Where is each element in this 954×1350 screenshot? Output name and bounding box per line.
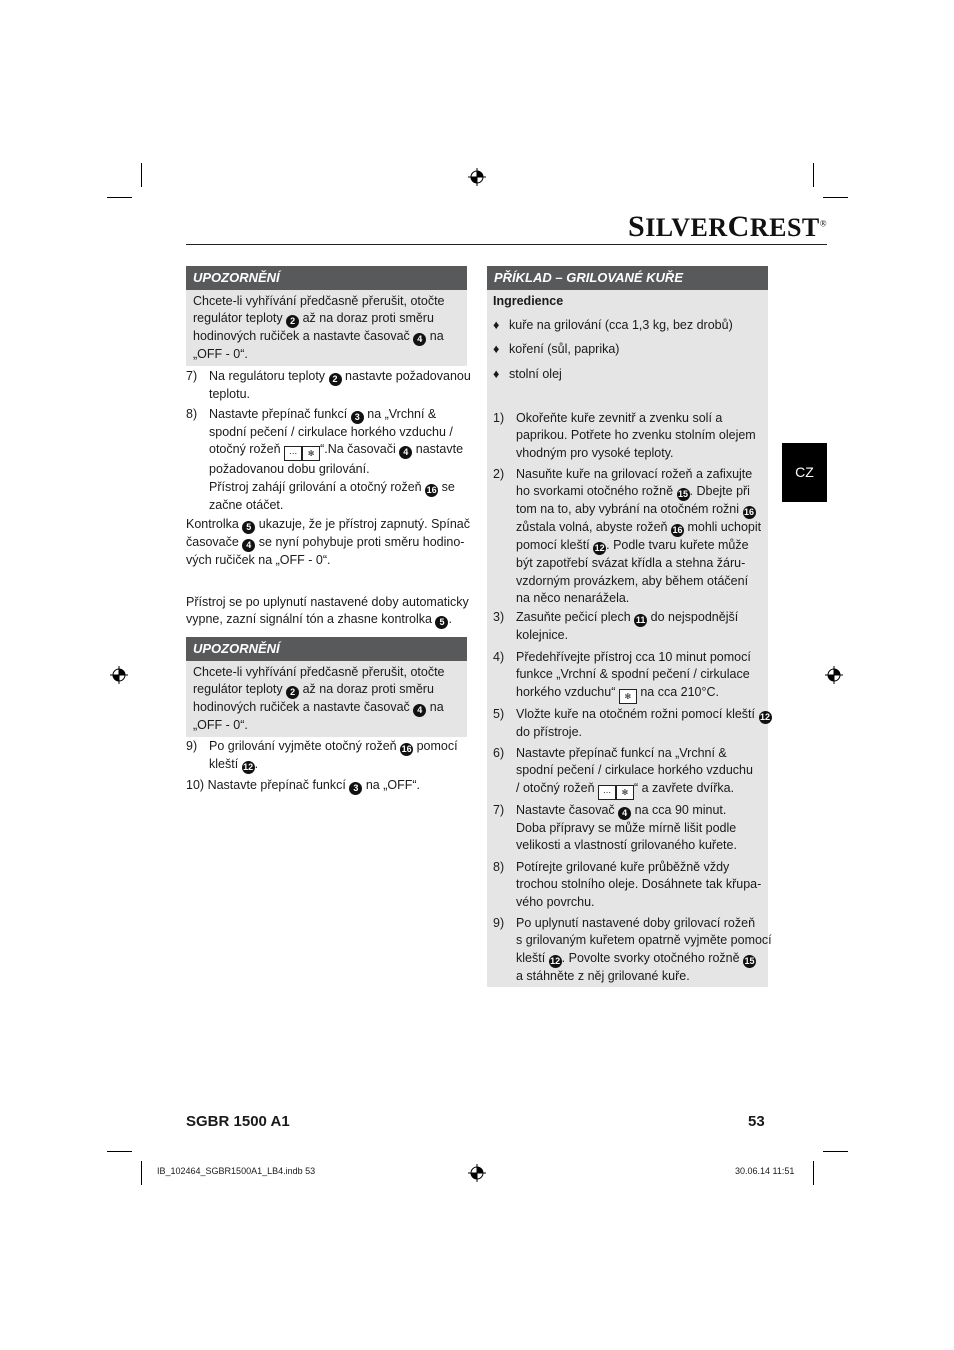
indicator-paragraph: Kontrolka 5 ukazuje, že je přístroj zapnutý. Spínač časovače 4 se nyní pohybuje proti směru hodino- vých ručiček na „OFF - 0“. bbox=[186, 517, 471, 567]
recipe-step-num: 4) bbox=[493, 650, 505, 664]
registration-mark-icon bbox=[825, 666, 843, 684]
recipe-step-num: 7) bbox=[493, 803, 505, 817]
crop-mark bbox=[141, 163, 142, 187]
registration-mark-icon bbox=[110, 666, 128, 684]
header-rule bbox=[186, 244, 827, 245]
ingredients-heading: Ingredience bbox=[493, 294, 564, 308]
ingredient-text: koření (sůl, paprika) bbox=[509, 342, 620, 356]
warning-text: Chcete-li vyhřívání předčasně přerušit, otočte regulátor teploty 2 až na doraz proti směru hodinových ručiček a nastavte časovač 4 na „OFF - 0“. bbox=[193, 294, 445, 362]
crop-mark bbox=[107, 1151, 132, 1152]
recipe-step-6: Nastavte přepínač funkcí na „Vrchní & spodní pečení / cirkulace horkého vzduchu / otočný rožeň ⋯ ✻ “ a zavřete dvířka. bbox=[516, 745, 753, 800]
rotisserie-fan-icon: ✻ bbox=[616, 785, 634, 800]
page-number: 53 bbox=[748, 1113, 765, 1130]
crop-mark bbox=[813, 1161, 814, 1185]
recipe-step-9: Po uplynutí nastavené doby grilovací rožeň s grilovaným kuřetem opatrně vyjměte pomocí kleští 12 . Povolte svorky otočného rožně 15 a stáhněte z něj grilované kuře. bbox=[516, 916, 772, 983]
fan-icon: ✻ bbox=[619, 689, 637, 704]
recipe-step-4: Předehřívejte přístroj cca 10 minut pomocí funkce „Vrchní & spodní pečení / cirkulace horkého vzduchu“ ✻ na cca 210°C. bbox=[516, 649, 751, 704]
ingredient-item: ♦ bbox=[493, 318, 500, 332]
recipe-step-1: Okořeňte kuře zevnitř a zvenku solí a paprikou. Potřete ho zvenku stolním olejem vhodným pro vysoké teploty. bbox=[516, 411, 756, 460]
language-tab: CZ bbox=[782, 443, 827, 502]
crop-mark bbox=[107, 197, 132, 198]
recipe-step-num: 6) bbox=[493, 746, 505, 760]
crop-mark bbox=[823, 1151, 848, 1152]
print-slug-date: 30.06.14 11:51 bbox=[735, 1166, 795, 1176]
recipe-step-7: Nastavte časovač 4 na cca 90 minut. Doba přípravy se může mírně lišit podle velikosti a vlastností grilovaného kuřete. bbox=[516, 803, 737, 853]
step-9-text: Po grilování vyjměte otočný rožeň 16 pomocí kleští 12 . bbox=[209, 739, 458, 772]
step-7-text: Na regulátoru teploty 2 nastavte požadovanou teplotu. bbox=[209, 369, 471, 401]
model-number: SGBR 1500 A1 bbox=[186, 1113, 290, 1130]
step-7: 7) bbox=[186, 369, 198, 383]
warning-title: UPOZORNĚNÍ bbox=[186, 266, 467, 290]
oven-mode-icon: ⋯ bbox=[284, 446, 302, 461]
crop-mark bbox=[813, 163, 814, 187]
brand-logo: SILVERCREST® bbox=[628, 210, 828, 243]
step-8-text: Nastavte přepínač funkcí 3 na „Vrchní & spodní pečení / cirkulace horkého vzduchu / otočný rožeň ⋯ ✻ “.Na časovači 4 nastavte požadovanou dobu grilování. Přístroj zahájí grilování a otočný rožeň 16 se začne otáčet. bbox=[209, 407, 464, 512]
step-8: 8) bbox=[186, 407, 198, 421]
print-slug-file: IB_102464_SGBR1500A1_LB4.indb 53 bbox=[157, 1166, 316, 1176]
warning-title: UPOZORNĚNÍ bbox=[186, 637, 467, 661]
step-9: 9) bbox=[186, 739, 198, 753]
crop-mark bbox=[823, 197, 848, 198]
recipe-step-num: 1) bbox=[493, 411, 505, 425]
recipe-step-8: Potírejte grilované kuře průběžně vždy trochou stolního oleje. Dosáhnete tak křupa- vého povrchu. bbox=[516, 860, 762, 909]
recipe-step-num: 2) bbox=[493, 467, 505, 481]
recipe-step-5: Vložte kuře na otočném rožni pomocí kleští 12 do přístroje. bbox=[516, 707, 770, 739]
recipe-step-3: Zasuňte pečicí plech 11 do nejspodnější kolejnice. bbox=[516, 610, 739, 642]
auto-off-paragraph: Přístroj se po uplynutí nastavené doby automaticky vypne, zazní signální tón a zhasne kontrolka 5 . bbox=[186, 595, 469, 628]
ingredient-text: kuře na grilování (cca 1,3 kg, bez drobů) bbox=[509, 318, 733, 332]
registration-mark-icon bbox=[468, 1164, 486, 1182]
recipe-step-num: 3) bbox=[493, 610, 505, 624]
oven-mode-icon: ⋯ bbox=[598, 785, 616, 800]
recipe-step-num: 8) bbox=[493, 860, 505, 874]
ingredient-item: ♦ bbox=[493, 367, 500, 381]
crop-mark bbox=[141, 1161, 142, 1185]
registration-mark-icon bbox=[468, 168, 486, 186]
warning-text: Chcete-li vyhřívání předčasně přerušit, otočte regulátor teploty 2 až na doraz proti směru hodinových ručiček a nastavte časovač 4 na „OFF - 0“. bbox=[193, 665, 445, 733]
rotisserie-fan-icon: ✻ bbox=[302, 446, 320, 461]
recipe-step-num: 9) bbox=[493, 916, 505, 930]
recipe-step-2: Nasuňte kuře na grilovací rožeň a zafixujte ho svorkami otočného rožně 15 . Dbejte při tom na to, aby vybrání na otočném rožni 16 zůstala volná, abyste rožeň 16 mohli uchopit pomocí kleští 12 . Podle tvaru kuřete může být zapotřebí svázat křídla a stehna žáru- vzdorným provázkem, aby během otáčení na něco nenarážela. bbox=[516, 467, 762, 606]
ingredient-item: ♦ bbox=[493, 342, 500, 356]
recipe-step-num: 5) bbox=[493, 707, 505, 721]
step-10: 10) Nastavte přepínač funkcí 3 na „OFF“. bbox=[186, 778, 420, 793]
example-title: PŘÍKLAD – GRILOVANÉ KUŘE bbox=[487, 266, 768, 290]
ingredient-text: stolní olej bbox=[509, 367, 562, 381]
